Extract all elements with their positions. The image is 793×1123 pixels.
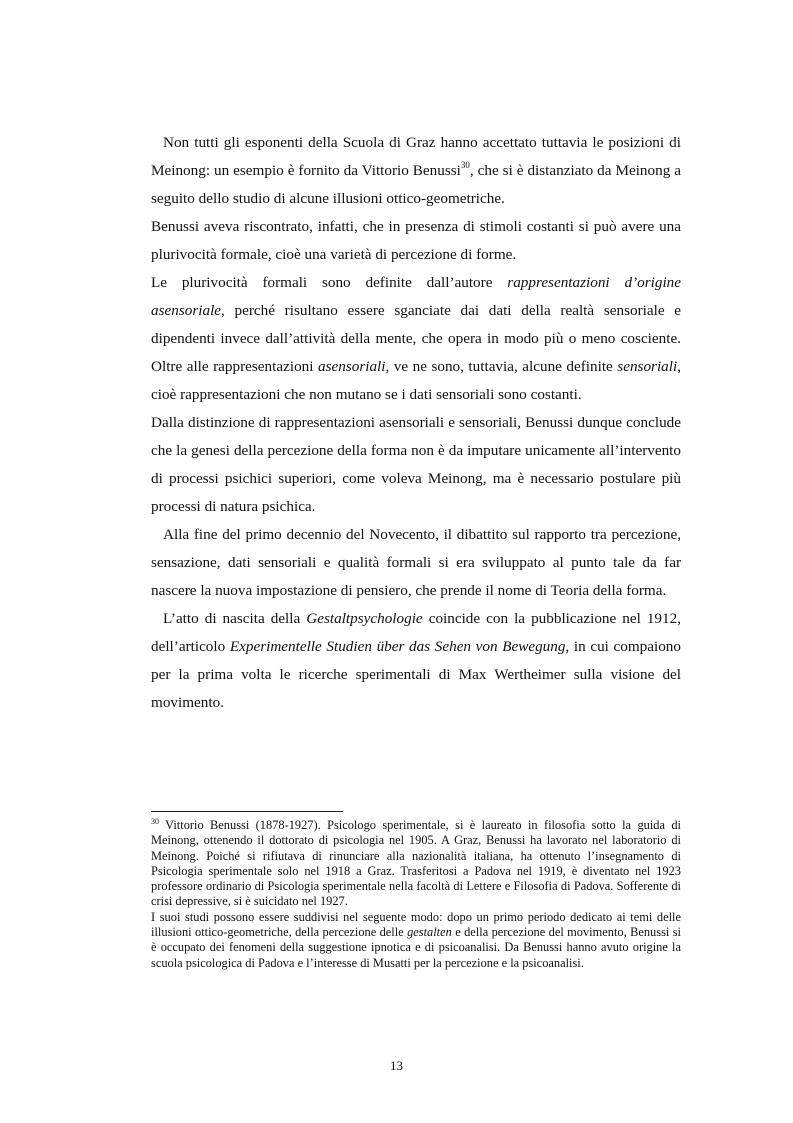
paragraph-6-emphasis-2: Experimentelle Studien über das Sehen von Bewegung [229,638,566,655]
paragraph-5-text: Alla fine del primo decennio del Novecento, il dibattito sul rapporto tra percezione, sensazione, dati sensoriali e qualità formali si era sviluppato al punto tale da far nascere la nuova impostazione di pensiero, che prende il nome di Teoria della forma. [151,526,681,599]
paragraph-2 [151,213,681,269]
footnote-text-2b: e della percezione del movimento, Benussi si è occupato dei fenomeni della suggestione ipnotica e di psicoanalisi. Da Benussi hanno avuto origine la scuola psicologica di Padova e l’interesse di Musatti per la percezione e la psicoanalisi. [151,925,681,970]
footnote-number: 30 [151,817,159,826]
paragraph-4-text: Dalla distinzione di rappresentazioni asensoriali e sensoriali, Benussi dunque conclude che la genesi della percezione della forma non è da imputare unicamente all’intervento di processi psichici superiori, come voleva Meinong, ma è necessario postulare più processi di natura psichica. [151,414,681,515]
footnote-text-1: Vittorio Benussi (1878-1927). Psicologo sperimentale, si è laureato in filosofia sotto la guida di Meinong, ottenendo il dottorato di psicologia nel 1905. A Graz, Benussi ha lavorato nel laboratorio di Meinong. Poiché si rifiutava di rinunciare alla nazionalità italiana, ha ottenuto l’insegnamento di Psicologia sperimentale solo nel 1918 a Graz. Trasferitosi a Padova nel 1919, è diventato nel 1923 professore ordinario di Psicologia sperimentale nella facoltà di Lettere e Filosofia di Padova. Sofferente di crisi depressive, si è suicidato nel 1927. [151,818,681,909]
footnote-reference: 30 [460,160,470,170]
paragraph-3 [151,269,681,409]
paragraph-6-text-c: , in cui compaiono per la prima volta le ricerche sperimentali di Max Wertheimer sulla visione del movimento. [151,638,681,711]
paragraph-3-emphasis-3: sensoriali [617,358,678,375]
footnote-paragraph-2 [151,910,681,971]
paragraph-1-text-b: , che si è distanziato da Meinong a seguito dello studio di alcune illusioni ottico-geometriche. [151,162,681,207]
paragraph-5 [151,521,681,605]
main-text [151,129,681,717]
paragraph-4 [151,409,681,521]
paragraph-3-text-d: , cioè rappresentazioni che non mutano se i dati sensoriali sono costanti. [151,358,682,403]
footnote-text-2a: I suoi studi possono essere suddivisi nel seguente modo: dopo un primo periodo dedicato ai temi delle illusioni ottico-geometriche, della percezione delle [151,909,681,940]
paragraph-3-text-a: Le plurivocità formali sono definite dall’autore [151,274,508,291]
footnote-separator [151,811,343,812]
paragraph-6-text-b: coincide con la pubblicazione nel 1912, dell’articolo [151,610,681,655]
paragraph-3-text-b: , perché risultano essere sganciate dai dati della realtà sensoriale e dipendenti invece dall’attività della mente, che opera in modo più o meno cosciente. Oltre alle rappresentazioni [151,302,681,375]
page-number: 13 [390,1058,403,1073]
paragraph-3-emphasis-2: asensoriali [317,358,386,375]
paragraph-1 [151,129,681,213]
paragraph-6 [151,605,681,717]
footnote [151,818,681,971]
paragraph-6-emphasis-1: Gestaltpsychologie [306,610,423,627]
paragraph-3-text-c: , ve ne sono, tuttavia, alcune definite [385,358,618,375]
paragraph-2-text: Benussi aveva riscontrato, infatti, che in presenza di stimoli costanti si può avere una plurivocità formale, cioè una varietà di percezione di forme. [151,218,681,263]
paragraph-1-text-a: Non tutti gli esponenti della Scuola di Graz hanno accettato tuttavia le posizioni di Meinong: un esempio è fornito da Vittorio Benussi [151,134,681,179]
footnote-paragraph-1 [151,818,681,910]
paragraph-3-emphasis-1: rappresentazioni d’origine asensoriale [151,274,681,319]
footnote-emphasis: gestalten [407,925,452,940]
paragraph-6-text-a: L’atto di nascita della [163,610,307,627]
